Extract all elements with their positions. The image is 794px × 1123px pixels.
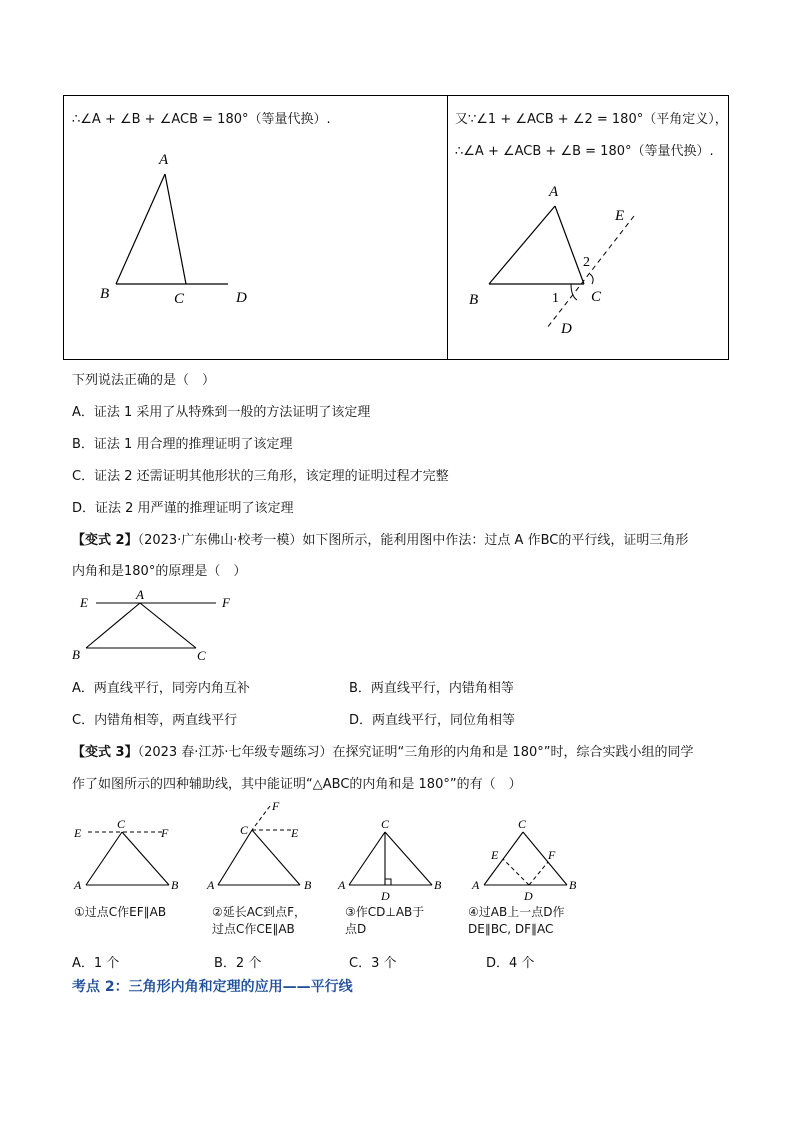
q2-fig-label-c: C xyxy=(197,648,206,663)
proof-table xyxy=(63,95,729,360)
q3f1-label-f: F xyxy=(161,826,169,840)
figure-proof1-triangle xyxy=(78,146,268,311)
q1-option-d[interactable]: D．证法 2 用严谨的推理证明了该定理 xyxy=(72,501,294,516)
fig2-angle-2: 2 xyxy=(583,255,590,270)
q3f3-label-c: C xyxy=(381,817,390,831)
fig2-label-c: C xyxy=(591,289,602,305)
q3f4-label-e: E xyxy=(491,848,499,862)
q1-stem: 下列说法正确的是（ ） xyxy=(72,373,216,388)
q3f4-label-b: B xyxy=(569,878,577,892)
q3-option-d[interactable]: D．4 个 xyxy=(486,956,535,971)
q3f4-label-f: F xyxy=(548,848,556,862)
q3-figure-2 xyxy=(202,798,327,895)
q3-line1 xyxy=(72,741,693,760)
q3f1-label-e: E xyxy=(74,826,82,840)
q3f1-label-c: C xyxy=(117,817,126,831)
q2-fig-label-f: F xyxy=(222,595,230,610)
q1-option-c[interactable]: C．证法 2 还需证明其他形状的三角形，该定理的证明过程才完整 xyxy=(72,469,449,484)
q3-caption-4a: ④过AB上一点D作 xyxy=(468,905,565,919)
q2-text1: （2023·广东佛山·校考一模）如下图所示，能利用图中作法：过点 A 作BC的平行线，证明三角形 xyxy=(137,533,689,548)
q3f4-label-c: C xyxy=(518,817,527,831)
figure-proof2-triangle xyxy=(459,176,659,341)
q3-caption-1: ①过点C作EF∥AB xyxy=(74,905,167,919)
q2-fig-label-a: A xyxy=(136,587,144,602)
q3-caption-2b: 过点C作CE∥AB xyxy=(212,922,295,936)
q3f1-label-b: B xyxy=(171,878,179,892)
q3-figure-3 xyxy=(335,815,450,903)
q3-caption-3a: ③作CD⊥AB于 xyxy=(345,905,425,919)
q2-option-b[interactable]: B．两直线平行，内错角相等 xyxy=(349,681,514,696)
q3f4-label-d: D xyxy=(524,889,533,903)
table-divider xyxy=(447,96,448,359)
right-cell-line2: ∴∠A + ∠ACB + ∠B = 180°（等量代换）. xyxy=(455,144,714,159)
q3-caption-4b: DE∥BC, DF∥AC xyxy=(468,922,554,936)
section-heading: 考点 2：三角形内角和定理的应用——平行线 xyxy=(72,979,353,995)
q3f3-label-a: A xyxy=(338,878,346,892)
q3f1-label-a: A xyxy=(74,878,82,892)
q3-option-b[interactable]: B．2 个 xyxy=(214,956,262,971)
right-cell-line1: 又∵∠1 + ∠ACB + ∠2 = 180°（平角定义）， xyxy=(455,112,728,127)
q1-option-b[interactable]: B．证法 1 用合理的推理证明了该定理 xyxy=(72,437,293,452)
q3-caption-3b: 点D xyxy=(345,922,367,936)
q3-option-c[interactable]: C．3 个 xyxy=(349,956,397,971)
q3-text1: （2023 春·江苏·七年级专题练习）在探究证明“三角形的内角和是 180°”时，综合实践小组的同学 xyxy=(137,745,694,760)
q3-option-a[interactable]: A．1 个 xyxy=(72,956,120,971)
left-cell-text: ∴∠A + ∠B + ∠ACB = 180°（等量代换）. xyxy=(72,112,331,127)
q3-tag: 【变式 3】 xyxy=(72,745,138,760)
q2-tag: 【变式 2】 xyxy=(72,533,138,548)
q3f3-label-b: B xyxy=(434,878,442,892)
q3-line2: 作了如图所示的四种辅助线，其中能证明“△ABC的内角和是 180°”的有（ ） xyxy=(72,777,522,792)
q2-line1 xyxy=(72,529,688,548)
q3f4-label-a: A xyxy=(472,878,480,892)
q2-line2: 内角和是180°的原理是（ ） xyxy=(72,564,247,579)
q2-fig-label-b: B xyxy=(72,647,80,662)
q2-option-a[interactable]: A．两直线平行，同旁内角互补 xyxy=(72,681,250,696)
q3-figure-4 xyxy=(468,815,588,903)
fig2-label-a: A xyxy=(549,184,559,200)
fig1-label-c: C xyxy=(174,291,185,307)
q2-option-d[interactable]: D．两直线平行，同位角相等 xyxy=(349,713,516,728)
q2-fig-label-e: E xyxy=(80,595,88,610)
q3f2-label-f: F xyxy=(272,799,280,813)
q3-caption-2a: ②延长AC到点F， xyxy=(212,905,307,919)
q2-option-c[interactable]: C．内错角相等，两直线平行 xyxy=(72,713,238,728)
q3f2-label-c: C xyxy=(240,823,249,837)
fig2-label-e: E xyxy=(615,208,625,224)
q3f3-label-d: D xyxy=(381,889,390,903)
fig2-label-b: B xyxy=(469,292,479,308)
q1-option-a[interactable]: A．证法 1 采用了从特殊到一般的方法证明了该定理 xyxy=(72,405,371,420)
q3f2-label-a: A xyxy=(207,878,215,892)
fig1-label-b: B xyxy=(100,286,110,302)
q3-figure-1 xyxy=(70,815,195,895)
fig2-angle-1: 1 xyxy=(552,291,559,306)
q2-figure xyxy=(66,583,246,665)
fig2-label-d: D xyxy=(561,321,572,337)
q3f2-label-e: E xyxy=(291,826,299,840)
q3f2-label-b: B xyxy=(304,878,312,892)
fig1-label-d: D xyxy=(236,290,247,306)
fig1-label-a: A xyxy=(159,152,169,168)
